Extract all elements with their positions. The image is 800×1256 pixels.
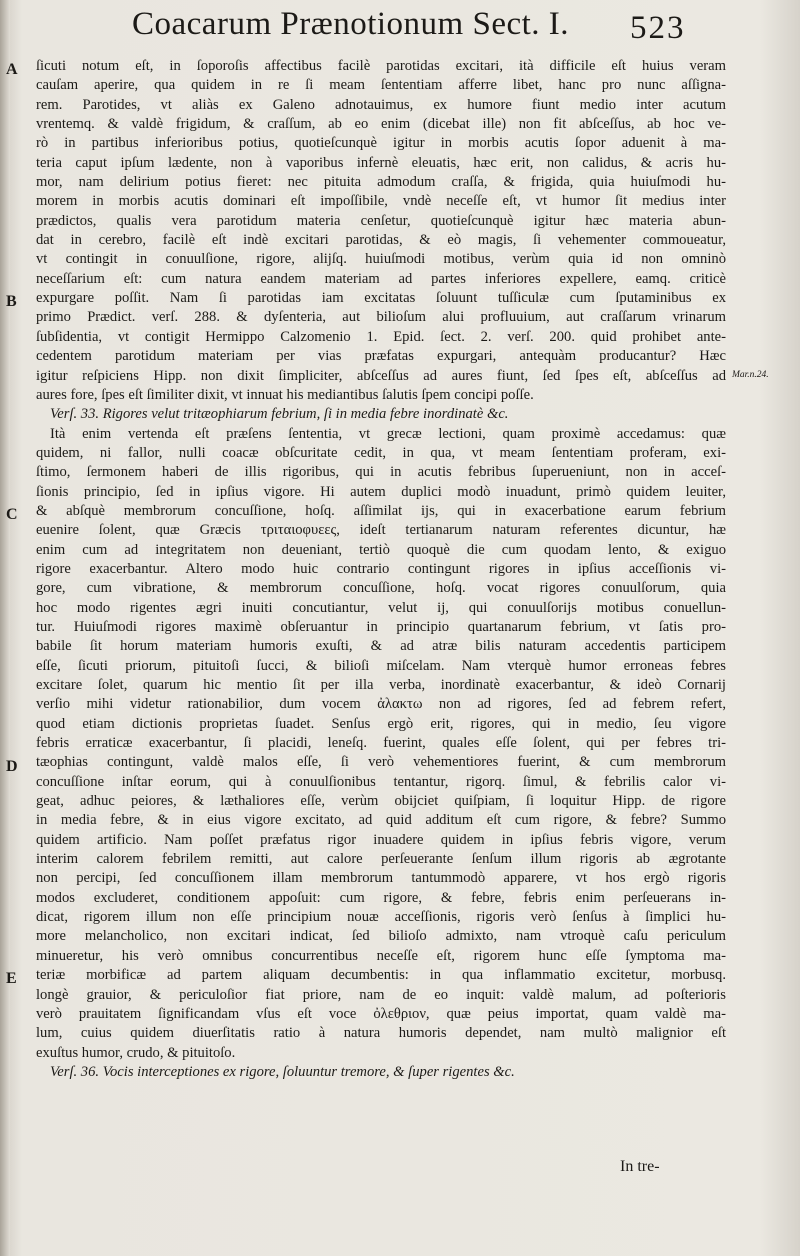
text-line: quod etiam dictionis proprietas ſuadet. Senſus ergò erit, rigores, qui in medio, ſeu vigore [36,715,726,732]
margin-section-letter: A [6,61,18,78]
text-line: non percipi, ſed concuſſionem illam membrorum tantummodò apparere, vt hos ergò rigoris [36,870,726,887]
text-line: primo Prædict. verſ. 288. & dyſenteria, aut bilioſum alui profluuium, aut craſſarum vrinarum [36,309,726,326]
text-line: in media febre, & in eius vigore excitato, ad quid additum eſt cum rigore, & febre? Summo [36,812,726,829]
text-line: prædictos, qualis vera parotidum materia cenſetur, quotieſcunquè igitur hæc materia abun- [36,212,726,229]
text-line: hoc modo rigentes ægri inuiti concutiantur, velut ij, qui conuulſorijs motibus conuellun- [36,599,726,616]
text-line: expurgare poſſit. Nam ſi parotidas iam excitatas ſoluunt tuſſiculæ cum ſputaminibus ex [36,290,726,307]
text-line: rigore exacerbantur. Altero modo huic contrario contingunt rigores in ipſius acceſſionis vi- [36,560,726,577]
body-text [36,57,726,1082]
text-line: verò prauitatem ſignificandam vſus eſt voce ὀλεθριον, quæ peius importat, quam valdè ma- [36,1005,726,1022]
text-line: longè grauior, & periculoſior fiat priore, nam de eo inquit: valdè malum, ad poſterioris [36,986,726,1003]
text-line: aures fore, ſpes eſt ſimiliter dixit, vt innuat his mediantibus ſalutis ſpem concipi poſſe. [36,386,534,403]
text-line: febris erraticæ exacerbantur, ſi placidi, leneſq. fuerint, quales eſſe ſolent, qui per febres tri- [36,735,726,752]
text-line: ſicuti notum eſt, in ſoporoſis affectibus facilè parotidas excitari, ità difficile eſt huius veram [36,58,726,74]
text-line: lum, cuius quidem diuerſitatis ratio à natura humoris dependet, nam multò malignior eſt [36,1025,726,1042]
text-line: verſio mihi videtur rationabilior, dum vocem ἀλακτω non ad rigores, ſed ad febrem refert, [36,696,726,713]
margin-note: Mar.n.24. [732,369,769,380]
text-line: excitare ſolet, quarum hic mentio ſit per illa verba, inordinatè exacerbantur, & ideò Cornarij [36,677,726,693]
spine-shadow [0,0,10,1256]
margin-section-letter: D [6,757,18,775]
text-line: exuſtus humor, crudo, & pituitoſo. [36,1044,236,1061]
text-line: dat in cerebro, facilè eſt indè excitari parotidas, & eò magis, ſi vehementer commoueatur, [36,232,726,249]
text-line: dicat, rigorem illum non eſſe principium nouæ acceſſionis, rigoris verò ſenſus à ſimplici hu- [36,909,726,926]
verse-heading: Verſ. 36. Vocis interceptiones ex rigore, ſoluuntur tremore, & ſuper rigentes &c. [50,1063,515,1080]
text-line: cedentem parotidum materiam per vias præfatas expurgari, antequàm producantur? Hæc [36,348,726,365]
text-line: quidem, ni fallor, nulli coacæ obſcuritate cedit, in qua, vt meam ſententiam proferam, exi- [36,444,726,461]
text-line: rò in partibus inferioribus potius, quotieſcunquè igitur in morbis acutis ſopor aduenit à ma- [36,135,726,152]
text-line: more melancholico, non excitari indicat, ſed bilioſo admixto, nam vtroquè caſu periculum [36,928,726,945]
text-line: mor, nam delirium potius fieret: nec pituita admodum craſſa, & frigida, quia huiuſmodi hu- [36,174,726,191]
text-line: teriæ morbificæ ad partem aliquam decumbentis: in qua inflammatio excitetur, morbusq. [36,967,726,984]
text-line: babile ſit horum materiam humoris exuſti, & ad atræ bilis naturam accedentis participem [36,638,726,655]
page-header [0,6,800,50]
text-line: interim calorem febrilem remitti, aut calore perſeuerante ſenſum illum rigoris ab ægrotante [36,851,726,868]
text-line: ſionis principio, ſed in ipſius vigore. Hi autem duplici modò inuadunt, primò quidem leuiter, [36,483,726,500]
margin-section-letter: C [6,506,18,524]
text-line: modos excluderet, conditionem appoſuit: cum rigore, & febre, febris enim perſeuerans in- [36,889,726,906]
page-number: 523 [630,10,686,46]
catchword: In tre- [620,1158,660,1175]
margin-section-letter: E [6,970,17,988]
text-line: concuſſione inſtar eorum, qui à conuulſionibus tentantur, rigorq. ſimul, & febrilis calor vi- [36,773,726,790]
text-line: vrentemq. & valdè frigidum, & craſſum, ab eo enim (dicebat ille) non fit abſceſſus, ab hoc ve- [36,116,726,133]
text-line: tur. Huiuſmodi rigores maximè obſeruantur in principio quartanarum febrium, vt ſatis pro- [36,618,726,635]
text-line: vt contingit in conuulſione, rigore, alijſq. huiuſmodi motibus, verùm quia id non omninò [36,251,726,268]
text-line: morem in morbis acutis dominari eſt impoſſibile, vndè neceſſe eſt, vt humor ſit medius inter [36,193,726,210]
text-line: cauſam aperire, qua quidem in re ſi meam ſententiam afferre libet, hanc pro nunc aſſigna- [36,77,726,94]
text-line: eſſe, ſicuti priorum, pituitoſi ſucci, & bilioſi miſcelam. Nam vterquè humor erroneas febres [36,657,726,674]
text-line: Ità enim vertenda eſt præſens ſententia, vt grecæ lectioni, quam proximè accedamus: quæ [50,425,726,442]
verse-heading: Verſ. 33. Rigores velut tritæophiarum febrium, ſi in media febre inordinatè &c. [50,406,509,423]
running-title: Coacarum Prænotionum Sect. I. [132,6,570,42]
text-line: geat, adhuc peiores, & læthaliores eſſe, verùm obijciet quiſpiam, ſi loquitur Hipp. de rigore [36,793,726,810]
text-line: neceſſarium eſt: cum natura eandem materiam ad partes inferiores expellere, eamq. criticè [36,270,726,287]
text-line: & abſquè membrorum concuſſione, hoſq. aſſimilat ijs, qui in exacerbatione earum febrium [36,502,726,519]
text-line: enim cum ad integritatem non deueniant, tertiò quoquè die cum quodam lento, & exiguo [36,541,726,558]
text-line: euenire ſolent, quæ Græcis τριταιοφυεες, ideſt tertianarum naturam referentes dicuntur, hæ [36,522,726,539]
text-line: igitur reſpiciens Hipp. non dixit ſimpliciter, abſceſſus ad aures fiunt, ſed ſpes eſt, abſceſſus ad [36,367,726,384]
margin-section-letter: B [6,293,17,311]
text-line: ſubſidentia, vt contigit Hermippo Calzomenio 1. Epid. ſect. 2. verſ. 200. quid prohibet ante- [36,328,726,345]
text-line: gore, cum vibratione, & membrorum concuſſione, hoſq. vocat rigores conuulſorum, quia [36,580,726,597]
text-line: ſtimo, ſermonem haberi de illis rigoribus, qui in acutis febribus ſuperueniunt, non in acceſ- [36,464,726,481]
text-line: teria caput ipſum lædente, non à vaporibus infernè eleuatis, hæc erit, non calidus, & acris hu- [36,154,726,171]
text-line: quidem artificio. Nam poſſet præfatus rigor inuadere quidem in ipſius febris vigore, verum [36,831,726,848]
text-line: rem. Parotides, vt aliàs ex Galeno adnotauimus, ex humore fiunt medio inter acutum [36,96,726,113]
text-line: tæophias contingunt, valdè malos eſſe, ſi verò vehementiores fuerint, & cum membrorum [36,754,726,771]
text-line: minueretur, his verò omnibus concurrentibus neceſſe eſt, rigorem hunc eſſe ſymptoma ma- [36,947,726,964]
